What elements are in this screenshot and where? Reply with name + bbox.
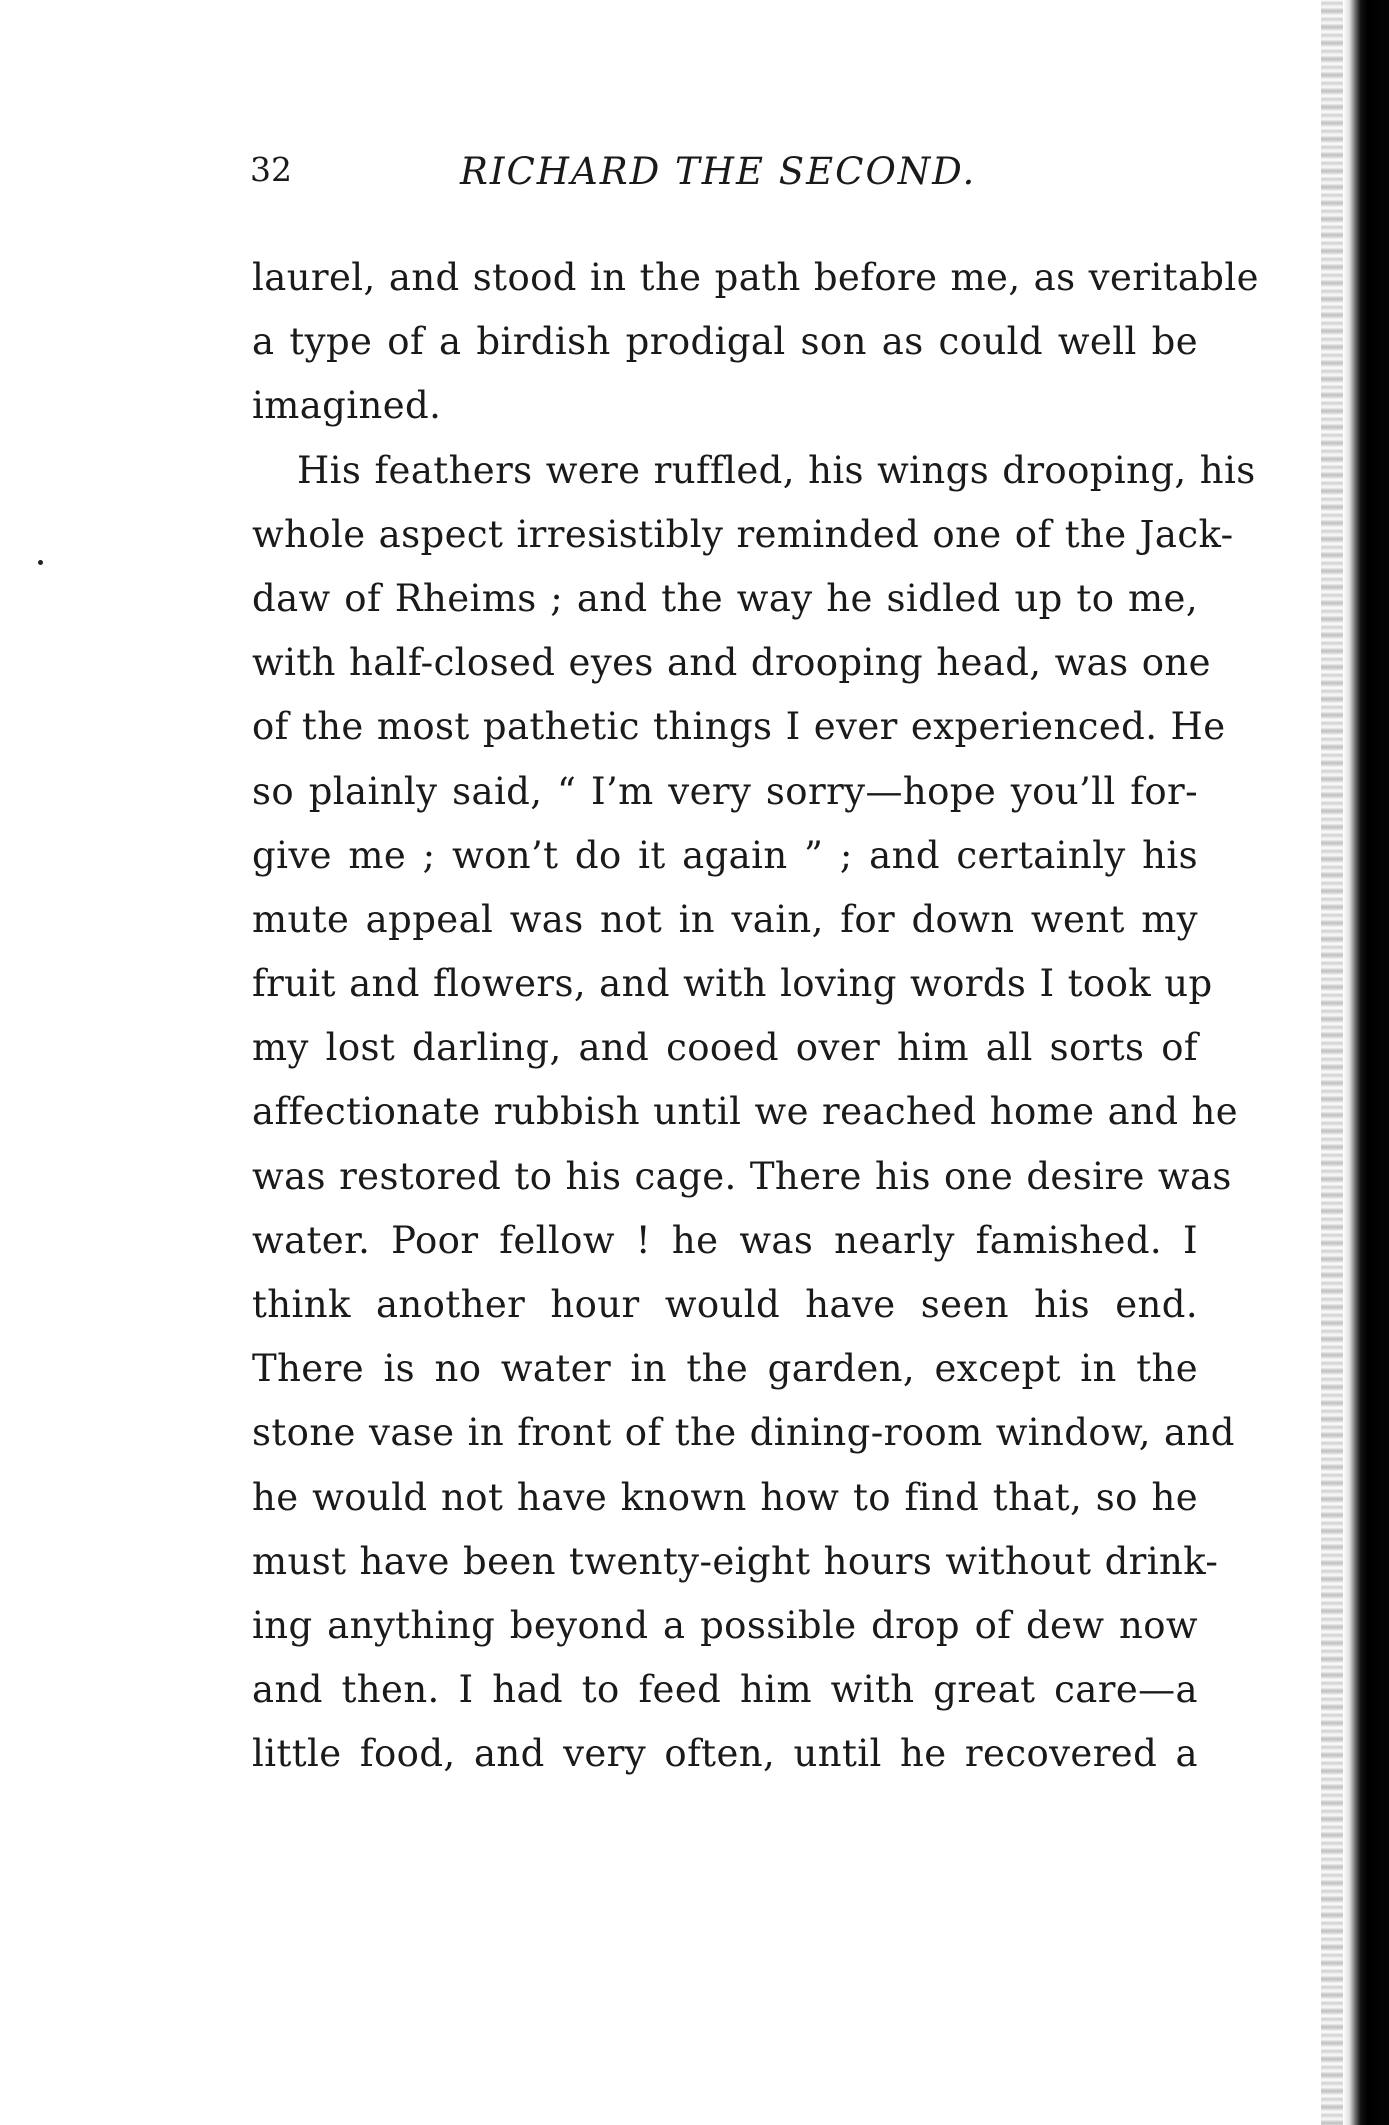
text-line: so plainly said, “ I’m very sorry—hope you’ll for- xyxy=(252,769,1198,813)
text-line: laurel, and stood in the path before me, as veritable xyxy=(252,256,1259,299)
text-line: and then. I had to feed him with great care—a xyxy=(252,1668,1198,1712)
text-line: think another hour would have seen his end. xyxy=(252,1283,1198,1326)
body-text xyxy=(252,246,1259,1787)
text-line: affectionate rubbish until we reached home and he xyxy=(252,1090,1239,1134)
text-line: of the most pathetic things I ever experienced. He xyxy=(252,705,1226,749)
page-number: 32 xyxy=(250,150,292,189)
text-line: imagined. xyxy=(252,384,442,428)
scan-speck xyxy=(38,560,43,565)
text-line: daw of Rheims ; and the way he sidled up to me, xyxy=(252,576,1198,620)
running-title: RICHARD THE SECOND. xyxy=(460,150,977,193)
text-line: fruit and flowers, and with loving words I took up xyxy=(252,962,1213,1006)
text-line: stone vase in front of the dining-room window, and xyxy=(252,1411,1235,1455)
binding-shadow xyxy=(1343,0,1389,2125)
text-line: was restored to his cage. There his one desire was xyxy=(252,1154,1232,1198)
text-line: mute appeal was not in vain, for down went my xyxy=(252,897,1198,941)
text-line: with half-closed eyes and drooping head, was one xyxy=(252,641,1211,685)
text-line: whole aspect irresistibly reminded one of the Jack- xyxy=(252,512,1234,556)
page-header xyxy=(250,150,1200,210)
text-line: give me ; won’t do it again ” ; and certainly his xyxy=(252,833,1198,877)
text-line: ing anything beyond a possible drop of dew now xyxy=(252,1603,1198,1647)
text-line: His feathers were ruffled, his wings drooping, his xyxy=(297,448,1256,492)
text-line: water. Poor fellow ! he was nearly famished. I xyxy=(252,1218,1198,1262)
text-line: must have been twenty-eight hours without drink- xyxy=(252,1539,1219,1583)
text-line: There is no water in the garden, except in the xyxy=(252,1347,1198,1391)
text-line: he would not have known how to find that, so he xyxy=(252,1475,1198,1519)
text-line: little food, and very often, until he recovered a xyxy=(252,1732,1198,1776)
text-line: a type of a birdish prodigal son as could well be xyxy=(252,320,1198,364)
text-line: my lost darling, and cooed over him all sorts of xyxy=(252,1026,1198,1070)
